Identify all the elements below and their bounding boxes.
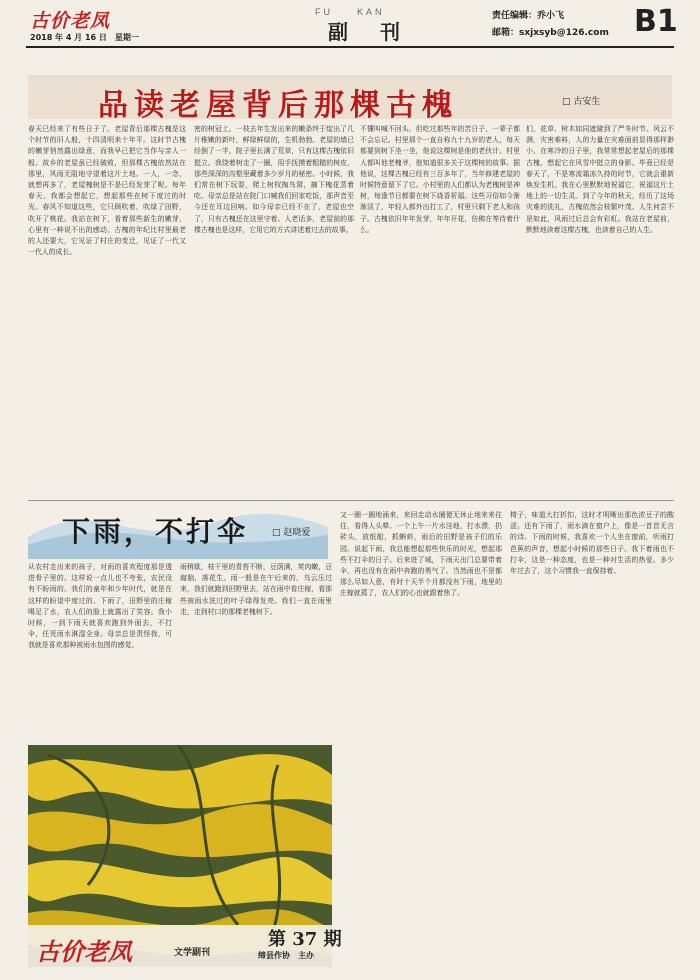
article2-title: 下雨，不打伞 xyxy=(62,515,249,548)
host-organization: 缔县作协 主办 xyxy=(258,950,314,960)
literary-supplement-label: 文学副刊 xyxy=(174,948,211,958)
article1-column-1: 春天已经来了有些日子了。老屋背后那棵古槐是这个时节的旧人般，十四清明来十年平。这时节古槐的嫩芽悄然露出绿意，而我早已把它当作与亲人一般。故乡的老屋虽已经破败，但那棵古槐依然站在那里，风雨无阻地守望着这片土地。一人，一念，就想再多了，老屋槐树是不是已经发芽了呢。每年春天，我都会想起它，想起那些在树下度过的时光。春风不知道这些，它只顾吹着，吹绿了田野，吹开了桃花。我站在树下，看着那些新生的嫩芽，心里有一种说不出的感动。古槐的年纪比村里最老的人还要大，它见证了村庄的变迁，见证了一代又一代人的成长。 xyxy=(28,125,186,257)
issue-number: 第 37 期 xyxy=(268,929,342,950)
section-pinyin: FU KAN xyxy=(315,7,385,17)
page-number: B1 xyxy=(634,4,678,39)
article2-author: □ 赵晓爱 xyxy=(272,528,311,538)
paper-logo: 古价老凤 xyxy=(30,10,111,32)
article2-column-3: 又一圈一圈地涌来，来回走动水圈便无休止地来来往往，看得人头晕。一个上午一片水洼地，打水漂，扔砖头，放纸船，抓蝌蚪，雨后的田野是孩子们的乐园。说起下雨，我总能想起那些快乐的时光，想起那些不打伞的日子。后来进了城，下雨天出门总要带着伞，再也没有在雨中奔跑的勇气了。当然雨也不是都那么尽如人意，有时十天半个月都没有下雨，地里的庄稼就蔫了，农人们的心也就跟着焦了。 xyxy=(340,511,502,598)
article2-column-4: 椅子，味道大打折扣，这时才明晰出那色浓豆子的酸涩。还有下雨了，雨水滴在窗户上，像是一首首无言的诗。下雨的时候，我喜欢一个人坐在窗前，听雨打芭蕉的声音，想起小时候的那些日子。我下着雨也不打伞，这是一种态度，也是一种对生活的热爱。多少年过去了，这个习惯我一直保持着。 xyxy=(510,511,674,576)
literary-masthead-logo: 古价老凤 xyxy=(36,937,132,966)
article1-column-4: 们，花草、树木如同遮避到了严冬时节。风云不测，灾害难料，人的力量在灾难面前显得那样渺小。在寒冷的日子里，我常常想起老屋后的那棵古槐，想起它在风雪中挺立的身影。毕竟已经是春天了，不是寒流霜冻久持的时节，它就会重新焕发生机。我在心里默默地祝福它，祝福这片土地上的一切生灵。到了今年的秋天，经历了这场灾难的洗礼，古槐依然会枝繁叶茂。人生何尝不是如此，风雨过后总会有彩虹。我站在老屋前，默默地读着这棵古槐，也读着自己的人生。 xyxy=(526,125,674,234)
article1-column-2: 密的树冠上。一枝去年生发出来的嫩条终于绽出了几片稚嫩的新叶，鲜绿鲜绿的，生机勃勃。老屋的墙已经倒了一半，院子里长满了荒草，只有这棵古槐依旧挺立。我绕着树走了一圈，用手抚摸着粗糙的树皮，那些深深的沟壑里藏着多少岁月的秘密。小时候，我们常在树下玩耍，爬上树杈掏鸟窝，摘下槐花蒸着吃。母亲总是站在院门口喊我们回家吃饭，那声音至今还在耳边回响。如今母亲已经不在了，老屋也空了，只有古槐还在这里守着。人老话多，老屋前的那棵古槐也是这样，它用它的方式讲述着过去的故事。 xyxy=(194,125,354,234)
header-rule xyxy=(26,46,674,48)
issue-date: 2018 年 4 月 16 日 星期一 xyxy=(30,33,139,42)
section-title: 副 刊 xyxy=(328,20,406,44)
editor-email: 邮箱：sxjxsyb@126.com xyxy=(492,28,609,38)
article1-column-3: 不懂叫喊不回头。但吃过那些年的苦日子，一辈子都不会忘记。村里那个一直自称九十九岁的老人，每天都要到树下坐一坐，他说这棵树是他的老伙计。村里人都叫他老槐爷，他知道很多关于这棵树的故事。据他说，这棵古槐已经有三百多年了，当年修建老屋的时候特意留下了它。小村里的人们都认为老槐树是神树，每逢节日都要在树下烧香祈福。这些习俗如今渐渐淡了，年轻人都外出打工了，村里只剩下老人和孩子。古槐依旧年年发芽，年年开花，仿佛在等待着什么。 xyxy=(360,125,520,234)
article1-author: □ 古安生 xyxy=(562,97,601,107)
article-divider xyxy=(28,500,674,501)
article2-column-2: 雨稍歇，枝干里的青苔不断，豆荫满，荚肉嫩，豆腐脑，落花生。雨一般是在午后来的，乌云压过来，我们就跑到田野里去，站在雨中看庄稼，看那些被雨水洗过的叶子绿得发亮。我们一直在雨里走，走到村口的那棵老槐树下。 xyxy=(180,563,332,616)
editor-credit: 责任编辑：乔小飞 xyxy=(492,11,565,21)
article2-column-1: 从农村走出来的孩子，对雨的喜欢程度那是透进骨子里的。这样说一点儿也不夸张，农民没有不盼雨的。我们的童年和少年时代，就是在这样的盼望中度过的。下雨了，田野里的庄稼喝足了水，农人们的脸上就露出了笑容。我小时候，一到下雨天就喜欢跑到外面去，不打伞，任凭雨水淋湿全身。母亲总是责怪我，可我就是喜欢那种被雨水包围的感觉。 xyxy=(28,563,172,650)
article1-title: 品读老屋背后那棵古槐 xyxy=(98,88,458,123)
